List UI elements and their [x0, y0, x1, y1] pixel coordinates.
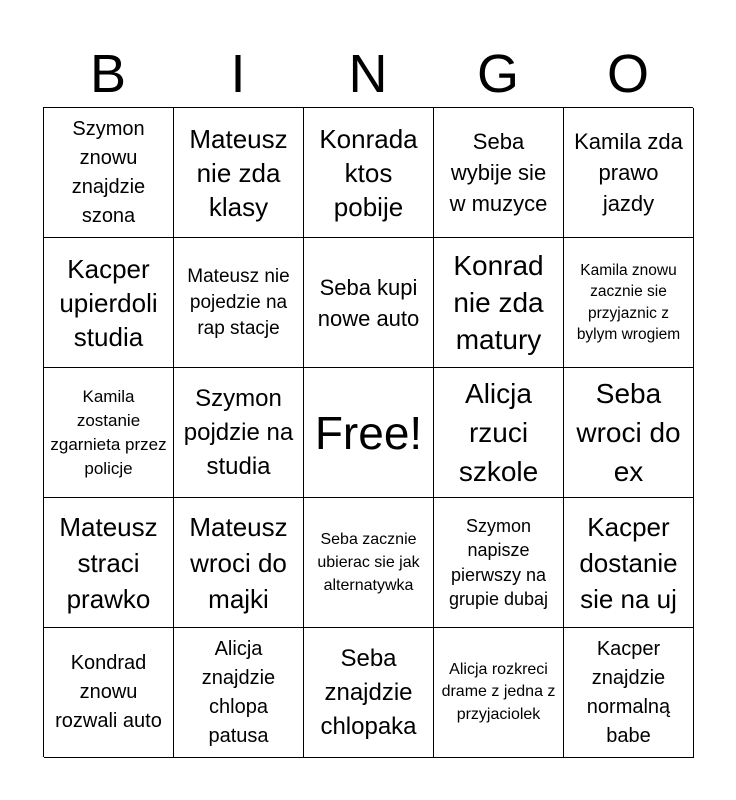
cell-text: Mateusz nie zda klasy: [189, 123, 288, 222]
cell-text: Konrad nie zda matury: [453, 250, 544, 355]
cell-text: Kacper znajdzie normalną babe: [586, 637, 671, 747]
header-letter-n: N: [348, 44, 388, 104]
header-letter-b: B: [89, 44, 127, 104]
cell-text: Mateusz wroci do majki: [189, 511, 288, 614]
bingo-cell[interactable]: [564, 628, 694, 758]
cell-text: Szymon pojdzie na studia: [183, 384, 294, 480]
free-cell[interactable]: [304, 368, 434, 498]
cell-text: Alicja znajdzie chlopa patusa: [201, 637, 276, 747]
cell-text: Seba kupi nowe auto: [317, 274, 420, 331]
cell-text: Seba zacznie ubierac sie jak alternatywka: [317, 531, 420, 594]
cell-text: Konrada ktos pobije: [319, 123, 418, 222]
bingo-cell[interactable]: [174, 498, 304, 628]
cell-text: Seba wybije sie w muzyce: [449, 129, 548, 216]
cell-text: Kamila zostanie zgarnieta przez policje: [50, 386, 167, 478]
bingo-cell[interactable]: [174, 628, 304, 758]
cell-text: Alicja rzuci szkole: [458, 378, 539, 487]
cell-text: Seba znajdzie chlopaka: [320, 644, 417, 740]
free-label: Free!: [314, 406, 423, 459]
bingo-cell[interactable]: [44, 368, 174, 498]
cell-text: Kamila zda prawo jazdy: [574, 129, 683, 216]
cell-text: Mateusz nie pojedzie na rap stacje: [187, 265, 290, 339]
bingo-cell[interactable]: [434, 368, 564, 498]
bingo-cell[interactable]: [44, 108, 174, 238]
bingo-cell[interactable]: [434, 108, 564, 238]
bingo-cell[interactable]: [44, 628, 174, 758]
cell-text: Kondrad znowu rozwali auto: [55, 652, 162, 732]
bingo-cell[interactable]: [434, 498, 564, 628]
cell-text: Kamila znowu zacznie sie przyjaznic z bylym wrogiem: [576, 261, 681, 343]
cell-text: Seba wroci do ex: [576, 378, 681, 487]
bingo-cell[interactable]: [304, 498, 434, 628]
bingo-grid: [43, 107, 693, 757]
bingo-cell[interactable]: [564, 498, 694, 628]
bingo-cell[interactable]: [304, 108, 434, 238]
bingo-cell[interactable]: [174, 108, 304, 238]
cell-text: Kacper upierdoli studia: [59, 253, 158, 352]
bingo-cell[interactable]: [304, 238, 434, 368]
bingo-cell[interactable]: [434, 628, 564, 758]
bingo-cell[interactable]: [174, 238, 304, 368]
header-letter-g: G: [476, 44, 519, 104]
bingo-cell[interactable]: [304, 628, 434, 758]
bingo-cell[interactable]: [44, 498, 174, 628]
cell-text: Kacper dostanie sie na uj: [579, 511, 678, 614]
bingo-cell[interactable]: [564, 108, 694, 238]
cell-text: Szymon znowu znajdzie szona: [71, 117, 146, 227]
cell-text: Mateusz straci prawko: [59, 511, 158, 614]
bingo-cell[interactable]: [564, 368, 694, 498]
bingo-cell[interactable]: [44, 238, 174, 368]
header-letter-i: I: [230, 44, 246, 104]
cell-text: Szymon napisze pierwszy na grupie dubaj: [448, 515, 549, 609]
bingo-header: [43, 40, 693, 108]
bingo-cell[interactable]: [174, 368, 304, 498]
cell-text: Alicja rozkreci drame z jedna z przyjaciolek: [441, 660, 556, 723]
bingo-cell[interactable]: [434, 238, 564, 368]
header-letter-o: O: [606, 44, 649, 104]
bingo-cell[interactable]: [564, 238, 694, 368]
